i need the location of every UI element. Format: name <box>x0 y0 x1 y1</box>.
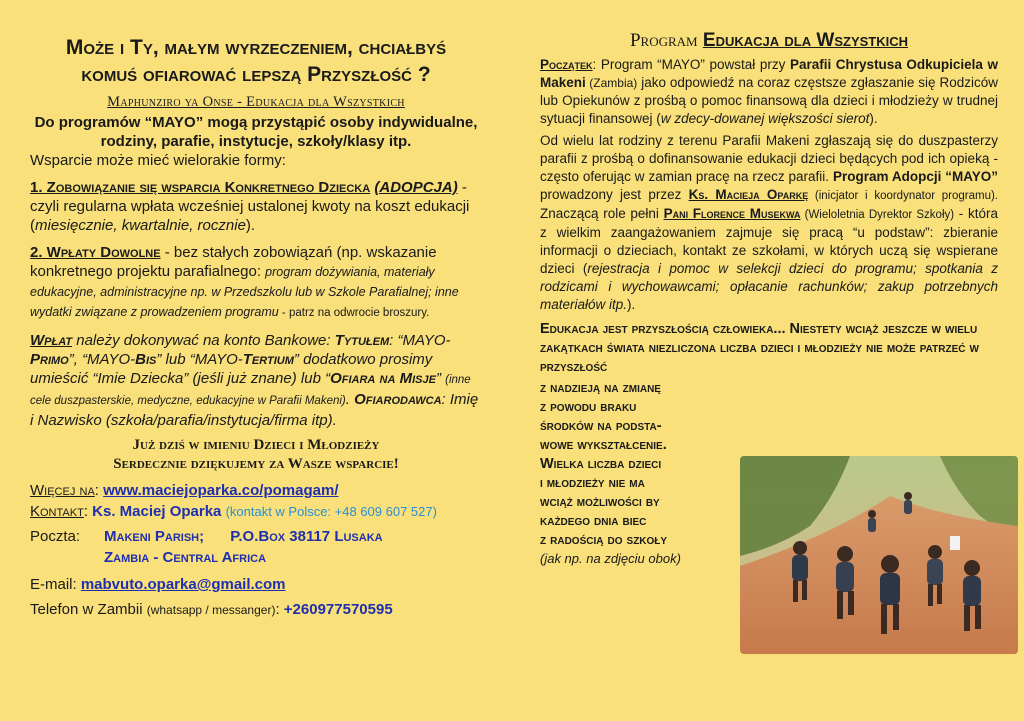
email-link[interactable]: mabvuto.oparka@gmail.com <box>80 576 286 593</box>
p2-small-1: (inicjator i koordynator programu). <box>808 190 998 202</box>
email-line <box>30 574 482 595</box>
more-info: Więcej na: www.maciejoparka.co/pomagam/ <box>30 482 339 499</box>
paragraph-history <box>540 132 998 314</box>
p1-italic: w zdecy-dowanej większości sierot <box>660 111 870 126</box>
narrow-line: środków na podsta- <box>540 418 662 434</box>
narrow-line: każdego dnia biec <box>540 513 647 529</box>
item2-italic: program dożywiania, materiały edukacyjne, administracyjne np. w Przedszkolu lub w Szkole Parafialnej; inne wydatki związane z prowadzeniem programu <box>30 265 459 319</box>
more-url-link[interactable]: www.maciejoparka.co/pomagam/ <box>103 482 339 499</box>
thanks-line-2: Serdecznie dziękujemy za Wasze wsparcie! <box>113 456 399 472</box>
p2-d: - która z wielkim zaangażowaniem zajmuje się pracą “u podstaw”: zbieranie informacji o dzieciach, kontakt ze szkołami, w których uczą się wspierane dzieci ( <box>540 206 998 276</box>
pay-text-2: : “MAYO- <box>389 332 451 349</box>
pay-head: Wpłat <box>30 332 73 349</box>
email-label: E-mail: <box>30 576 77 593</box>
payment-info <box>30 331 482 430</box>
item2-small: - patrz na odwrocie broszury. <box>278 307 430 319</box>
p2-e: ). <box>627 297 636 312</box>
item1-heading: 1. Zobowiązanie się wsparcia Konkretnego Dziecka <box>30 179 371 196</box>
contact-label: Kontakt <box>30 503 84 520</box>
program-title-b: Edukacja dla Wszystkich <box>702 30 909 51</box>
photo-note: (jak np. na zdjęciu obok) <box>540 551 681 566</box>
p1-a: : Program “MAYO” powstał przy <box>592 57 790 72</box>
p1-c: ). <box>869 111 878 126</box>
phone-number: +260977570595 <box>283 601 393 618</box>
main-title <box>30 34 482 88</box>
narrow-line: wowe wykształcenie. <box>540 437 667 453</box>
contact-poland: (kontakt w Polsce: +48 609 607 527) <box>225 504 437 519</box>
paragraph-start <box>540 56 998 128</box>
pay-text-8: : Imię i Nazwisko (szkoła/parafia/instytucja/firma itp). <box>30 391 479 429</box>
post-line-2: Zambia - Central Africa <box>104 549 267 566</box>
pay-text-6: ” <box>435 370 446 387</box>
post-line-1b: P.O.Box 38117 Lusaka <box>230 528 383 545</box>
start-label: Początek <box>540 57 593 72</box>
narrow-line: Wielka liczba dzieci <box>540 456 662 472</box>
p2-small-2: (Wieloletnia Dyrektor Szkoły) <box>800 209 955 221</box>
thanks-line-1: Już dziś w imieniu Dzieci i Młodzieży <box>132 437 380 453</box>
post-label: Poczta: <box>30 528 81 545</box>
subtitle: Maphunziro ya Onse - Edukacja dla Wszystkich <box>107 94 405 110</box>
pay-text-7: . <box>345 391 355 408</box>
item-free-donations <box>30 243 482 323</box>
children-running-photo <box>740 456 1018 654</box>
contact-line: Kontakt: Ks. Maciej Oparka (kontakt w Polsce: +48 609 607 527) <box>30 503 437 520</box>
p2-ks: Ks. Macieja Oparkę <box>688 187 809 202</box>
pay-text-4: ” lub “MAYO- <box>156 351 243 368</box>
pay-ofiarodawca: Ofiarodawca <box>354 391 442 408</box>
phone-label: Telefon w Zambii <box>30 601 143 618</box>
narrow-line: z powodu braku <box>540 399 637 415</box>
p2-prog: Program Adopcji “MAYO” <box>832 169 998 184</box>
program-title <box>540 30 998 52</box>
pay-tertium: Tertium <box>242 351 294 368</box>
item1-end: ). <box>245 217 256 234</box>
p2-italic: rejestracja i pomoc w selekcji dzieci do programu; spotkania z rodzicami i wychowawcami; opłacanie rachunków; zakup potrzebnych materiałów itp. <box>540 261 998 312</box>
p1-b: jako odpowiedź na coraz częstsze zgłaszanie się Rodziców lub Opiekunów z prośbą o pomoc finansową dla dzieci i młodzieży w trudnej sytuacji finansowej ( <box>540 75 998 126</box>
narrow-line: wciąż możliwości by <box>540 494 660 510</box>
education-caps-block: Edukacja jest przyszłością człowieka... Niestety wciąż jeszcze w wielu zakątkach świata niezliczona liczba dzieci i młodzieży nie może patrzeć w przyszłość <box>540 321 979 375</box>
phone-small: (whatsapp / messanger) <box>146 603 276 617</box>
more-label: Więcej na <box>30 482 95 499</box>
intro-text: Do programów “MAYO” mogą przystąpić osoby indywidualne, rodziny, parafie, instytucje, szkoły/klasy itp. <box>34 114 478 150</box>
item2-text: - bez stałych zobowiązań (np. wskazanie konkretnego projektu parafialnego: <box>30 244 437 280</box>
item-adoption <box>30 178 482 235</box>
postal-address <box>30 526 482 568</box>
pay-bis: Bis <box>135 351 157 368</box>
narrow-line: i młodzieży nie ma <box>540 475 645 491</box>
pay-ofiara: Ofiara na Misje <box>330 370 436 387</box>
title-line-1: Może i Ty, małym wyrzeczeniem, chciałbyś <box>65 36 447 59</box>
pay-text-3: ”, “MAYO- <box>68 351 136 368</box>
p2-pani: Pani Florence Musekwa <box>663 206 801 221</box>
title-line-2: komuś ofiarować lepszą Przyszłość ? <box>81 63 431 86</box>
p2-a: Od wielu lat rodziny z terenu Parafii Makeni zgłaszają się do duszpasterzy parafii z prośbą o dofinansowanie edukacji dzieci będących pod ich opieką - często oferując w zamian pracę na rzecz parafii. <box>540 133 998 184</box>
narrow-line: z radością do szkoły <box>540 532 668 548</box>
item1-italic: miesięcznie, kwartalnie, rocznie <box>35 217 246 234</box>
narrow-line: z nadzieją na zmianę <box>540 380 661 396</box>
p2-b: prowadzony jest przez <box>540 187 689 202</box>
p2-c: Znaczącą role pełni <box>540 206 664 221</box>
p1-zambia: (Zambia) <box>585 76 638 90</box>
item1-adopt: (ADOPCJA) <box>374 179 458 196</box>
item2-heading: 2. Wpłaty Dowolne <box>30 244 161 261</box>
program-title-a: Program <box>629 30 698 51</box>
pay-primo: Primo <box>30 351 69 368</box>
pay-text-5: ” dodatkowo prosimy umieścić “Imie Dziecka” (jeśli już znane) lub “ <box>30 351 433 387</box>
phone-line: Telefon w Zambii (whatsapp / messanger): +260977570595 <box>30 601 393 618</box>
post-line-1a: Makeni Parish; <box>104 528 205 545</box>
pay-small: (inne cele duszpasterskie, medyczne, edukacyjne w Parafii Makeni) <box>30 374 471 407</box>
item1-text: - czyli regularna wpłata wcześniej ustalonej kwoty na koszt edukacji ( <box>30 179 470 234</box>
narrow-text-block <box>540 379 740 568</box>
pay-text-1: należy dokonywać na konto Bankowe: <box>72 332 335 349</box>
p1-parish: Parafii Chrystusa Odkupiciela w Makeni <box>540 57 999 90</box>
pay-tytul: Tytułem <box>334 332 390 349</box>
forms-text: Wsparcie może mieć wielorakie formy: <box>30 152 286 169</box>
contact-name: Ks. Maciej Oparka <box>92 503 222 520</box>
